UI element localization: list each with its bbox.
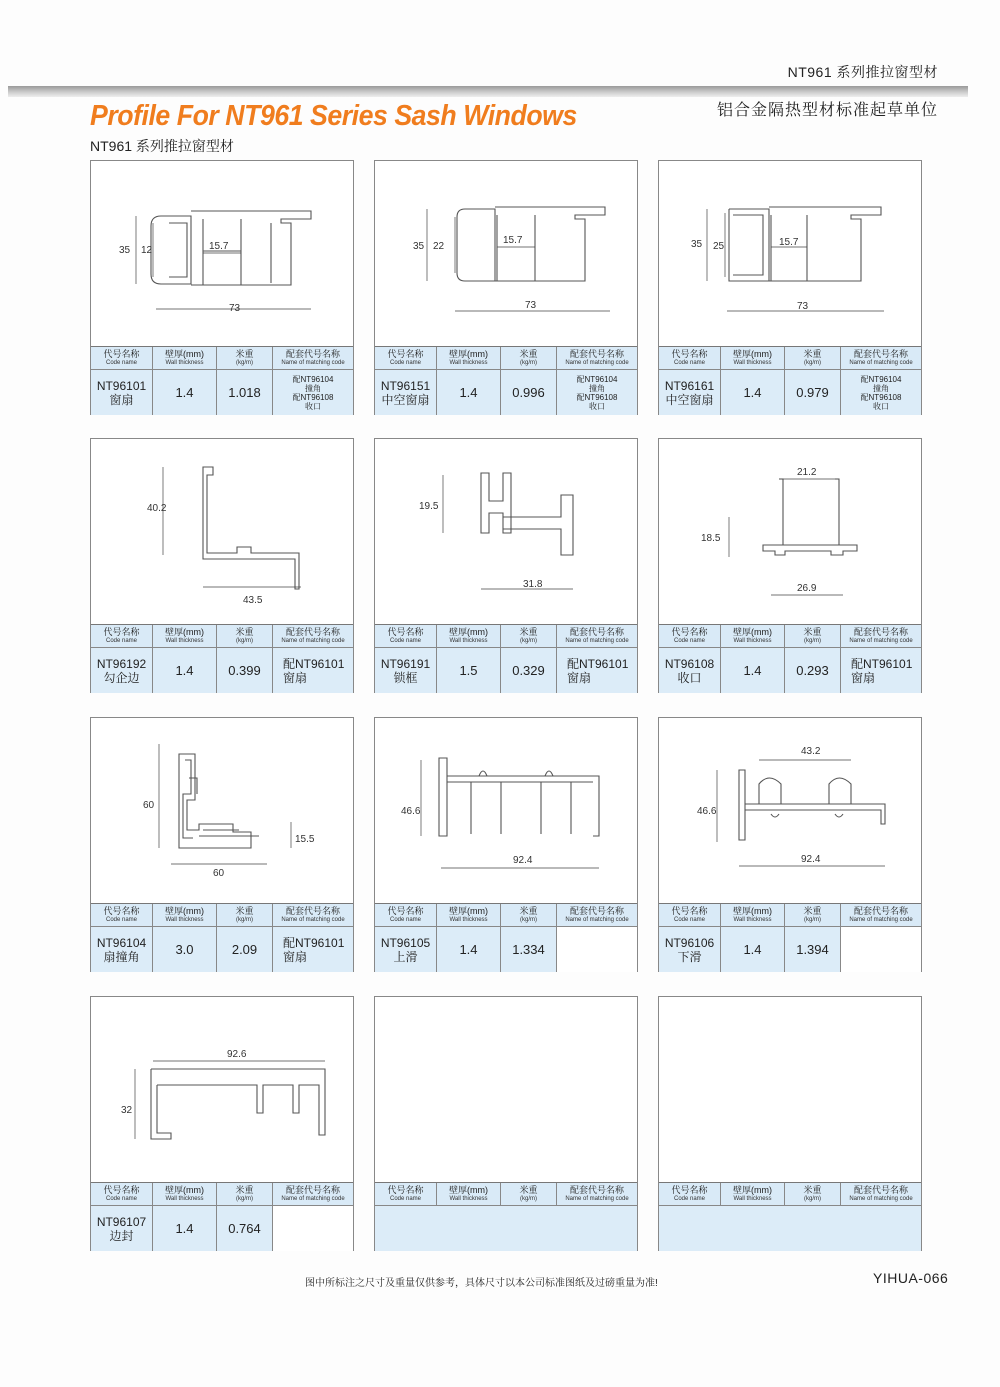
profile-card (658, 160, 922, 415)
dim-height: 32 (121, 1105, 133, 1116)
dim-gap: 15.7 (503, 235, 523, 246)
code-value: NT96107 (96, 1214, 147, 1229)
dim-width: 92.4 (801, 854, 821, 865)
profile-card (658, 717, 922, 972)
wall-value: 1.4 (175, 663, 194, 678)
code-value: NT96191 (380, 656, 431, 671)
weight-value: 2.09 (231, 942, 258, 957)
profile-drawing (659, 439, 921, 624)
weight-value: 1.018 (228, 385, 261, 400)
page-title: Profile For NT961 Series Sash Windows (90, 100, 577, 132)
code-value: NT96161 (664, 378, 715, 393)
profile-drawing (659, 161, 921, 346)
spec-table: 代号名称 Code name 壁厚(mm) Wall thickness 米重 (kg/m) 配套代号名称 Name of matching code NT96107 边封 1.4 0.764 (91, 1182, 353, 1251)
code-value: NT96192 (96, 656, 147, 671)
spec-table: 代号名称 Code name 壁厚(mm) Wall thickness 米重 (kg/m) 配套代号名称 Name of matching code NT96191 锁框 1.5 0.329 配NT96101 窗扇 (375, 624, 637, 693)
profile-card-empty (374, 996, 638, 1251)
dim-top-width: 21.2 (797, 467, 817, 478)
dim-gap: 15.7 (209, 241, 229, 252)
spec-table: 代号名称 Code name 壁厚(mm) Wall thickness 米重 (kg/m) 配套代号名称 Name of matching code (375, 1182, 637, 1251)
page-number: YIHUA-066 (873, 1270, 949, 1286)
profile-card (90, 438, 354, 693)
page-subtitle: NT961 系列推拉窗型材 (90, 138, 234, 154)
dim-height: 46.6 (697, 806, 717, 817)
dim-width: 73 (797, 301, 809, 312)
code-value: NT96105 (380, 935, 431, 950)
weight-value: 0.996 (512, 385, 545, 400)
profile-drawing (375, 439, 637, 624)
profile-drawing (91, 718, 353, 903)
profile-drawing (659, 718, 921, 903)
profile-drawing (375, 718, 637, 903)
weight-value: 0.764 (228, 1221, 261, 1236)
dim-height: 46.6 (401, 806, 421, 817)
dim-width: 26.9 (797, 583, 817, 594)
profile-drawing (91, 161, 353, 346)
header-bar (8, 86, 968, 97)
dim-width: 43.5 (243, 595, 263, 606)
wall-value: 1.4 (459, 942, 478, 957)
dim-width: 73 (525, 300, 537, 311)
dim-height: 35 (691, 239, 703, 250)
profile-drawing (91, 439, 353, 624)
profile-drawing (91, 997, 353, 1182)
dim-top-width: 43.2 (801, 746, 821, 757)
profile-card (374, 160, 638, 415)
dim-height: 60 (143, 800, 155, 811)
profile-card (374, 717, 638, 972)
spec-table: 代号名称 Code name 壁厚(mm) Wall thickness 米重 (kg/m) 配套代号名称 Name of matching code NT96108 收口 1.4 0.293 配NT96101 窗扇 (659, 624, 921, 693)
weight-value: 0.399 (228, 663, 261, 678)
dim-width: 92.6 (227, 1049, 247, 1060)
profile-drawing (375, 161, 637, 346)
weight-value: 1.394 (796, 942, 829, 957)
code-value: NT96104 (96, 935, 147, 950)
dim-inner: 22 (433, 241, 445, 252)
wall-value: 1.4 (175, 1221, 194, 1236)
spec-table: 代号名称 Code name 壁厚(mm) Wall thickness 米重 (kg/m) 配套代号名称 Name of matching code NT96105 上滑 1.4 1.334 (375, 903, 637, 972)
spec-table: 代号名称 Code name 壁厚(mm) Wall thickness 米重 (kg/m) 配套代号名称 Name of matching code NT96192 勾企边 1.4 0.399 配NT96101 窗扇 (91, 624, 353, 693)
dim-inner: 12 (141, 245, 153, 256)
weight-value: 0.979 (796, 385, 829, 400)
wall-value: 1.4 (743, 385, 762, 400)
code-value: NT96101 (96, 378, 147, 393)
wall-value: 3.0 (175, 942, 194, 957)
wall-value: 1.4 (459, 385, 478, 400)
spec-table: 代号名称 Code name 壁厚(mm) Wall thickness 米重 (kg/m) 配套代号名称 Name of matching code NT96104 扇撞角 3.0 2.09 配NT96101 窗扇 (91, 903, 353, 972)
profile-card (90, 996, 354, 1251)
profile-card (90, 717, 354, 972)
footer-note: 图中所标注之尺寸及重量仅供参考，具体尺寸以本公司标准图纸及过磅重量为准! (305, 1278, 658, 1289)
profile-drawing (659, 997, 921, 1182)
profile-drawing (375, 997, 637, 1182)
wall-value: 1.4 (175, 385, 194, 400)
profile-card (658, 438, 922, 693)
dim-height: 35 (119, 245, 131, 256)
wall-value: 1.4 (743, 942, 762, 957)
dim-gap: 15.7 (779, 237, 799, 248)
dim-height: 19.5 (419, 501, 439, 512)
weight-value: 1.334 (512, 942, 545, 957)
dim-side: 15.5 (295, 834, 315, 845)
dim-inner: 25 (713, 241, 725, 252)
dim-height: 35 (413, 241, 425, 252)
dim-height: 40.2 (147, 503, 167, 514)
dim-width: 31.8 (523, 579, 543, 590)
wall-value: 1.4 (743, 663, 762, 678)
code-value: NT96106 (664, 935, 715, 950)
dim-height: 18.5 (701, 533, 721, 544)
dim-width: 60 (213, 868, 225, 879)
wall-value: 1.5 (459, 663, 478, 678)
spec-table: 代号名称 Code name 壁厚(mm) Wall thickness 米重 (kg/m) 配套代号名称 Name of matching code NT96106 下滑 1.4 1.394 (659, 903, 921, 972)
header-series: NT961 系列推拉窗型材 (787, 64, 938, 80)
weight-value: 0.293 (796, 663, 829, 678)
profile-card (90, 160, 354, 415)
profile-card-empty (658, 996, 922, 1251)
spec-table: 代号名称 Code name 壁厚(mm) Wall thickness 米重 (kg/m) 配套代号名称 Name of matching code (659, 1182, 921, 1251)
header-standard-org: 铝合金隔热型材标准起草单位 (716, 102, 938, 119)
dim-width: 73 (229, 303, 241, 314)
profile-card (374, 438, 638, 693)
dim-width: 92.4 (513, 855, 533, 866)
code-value: NT96151 (380, 378, 431, 393)
spec-table: 代号名称 Code name 壁厚(mm) Wall thickness 米重 (kg/m) 配套代号名称 Name of matching code NT96151 中空窗扇 1.4 0.996 配NT96104 撞角 配NT96108 收口 (375, 346, 637, 415)
spec-table: 代号名称 Code name 壁厚(mm) Wall thickness 米重 (kg/m) 配套代号名称 Name of matching code NT96101 窗扇 1.4 1.018 配NT96104 撞角 配NT96108 收口 (91, 346, 353, 415)
spec-table: 代号名称 Code name 壁厚(mm) Wall thickness 米重 (kg/m) 配套代号名称 Name of matching code NT96161 中空窗扇 1.4 0.979 配NT96104 撞角 配NT96108 收口 (659, 346, 921, 415)
weight-value: 0.329 (512, 663, 545, 678)
code-value: NT96108 (664, 656, 715, 671)
